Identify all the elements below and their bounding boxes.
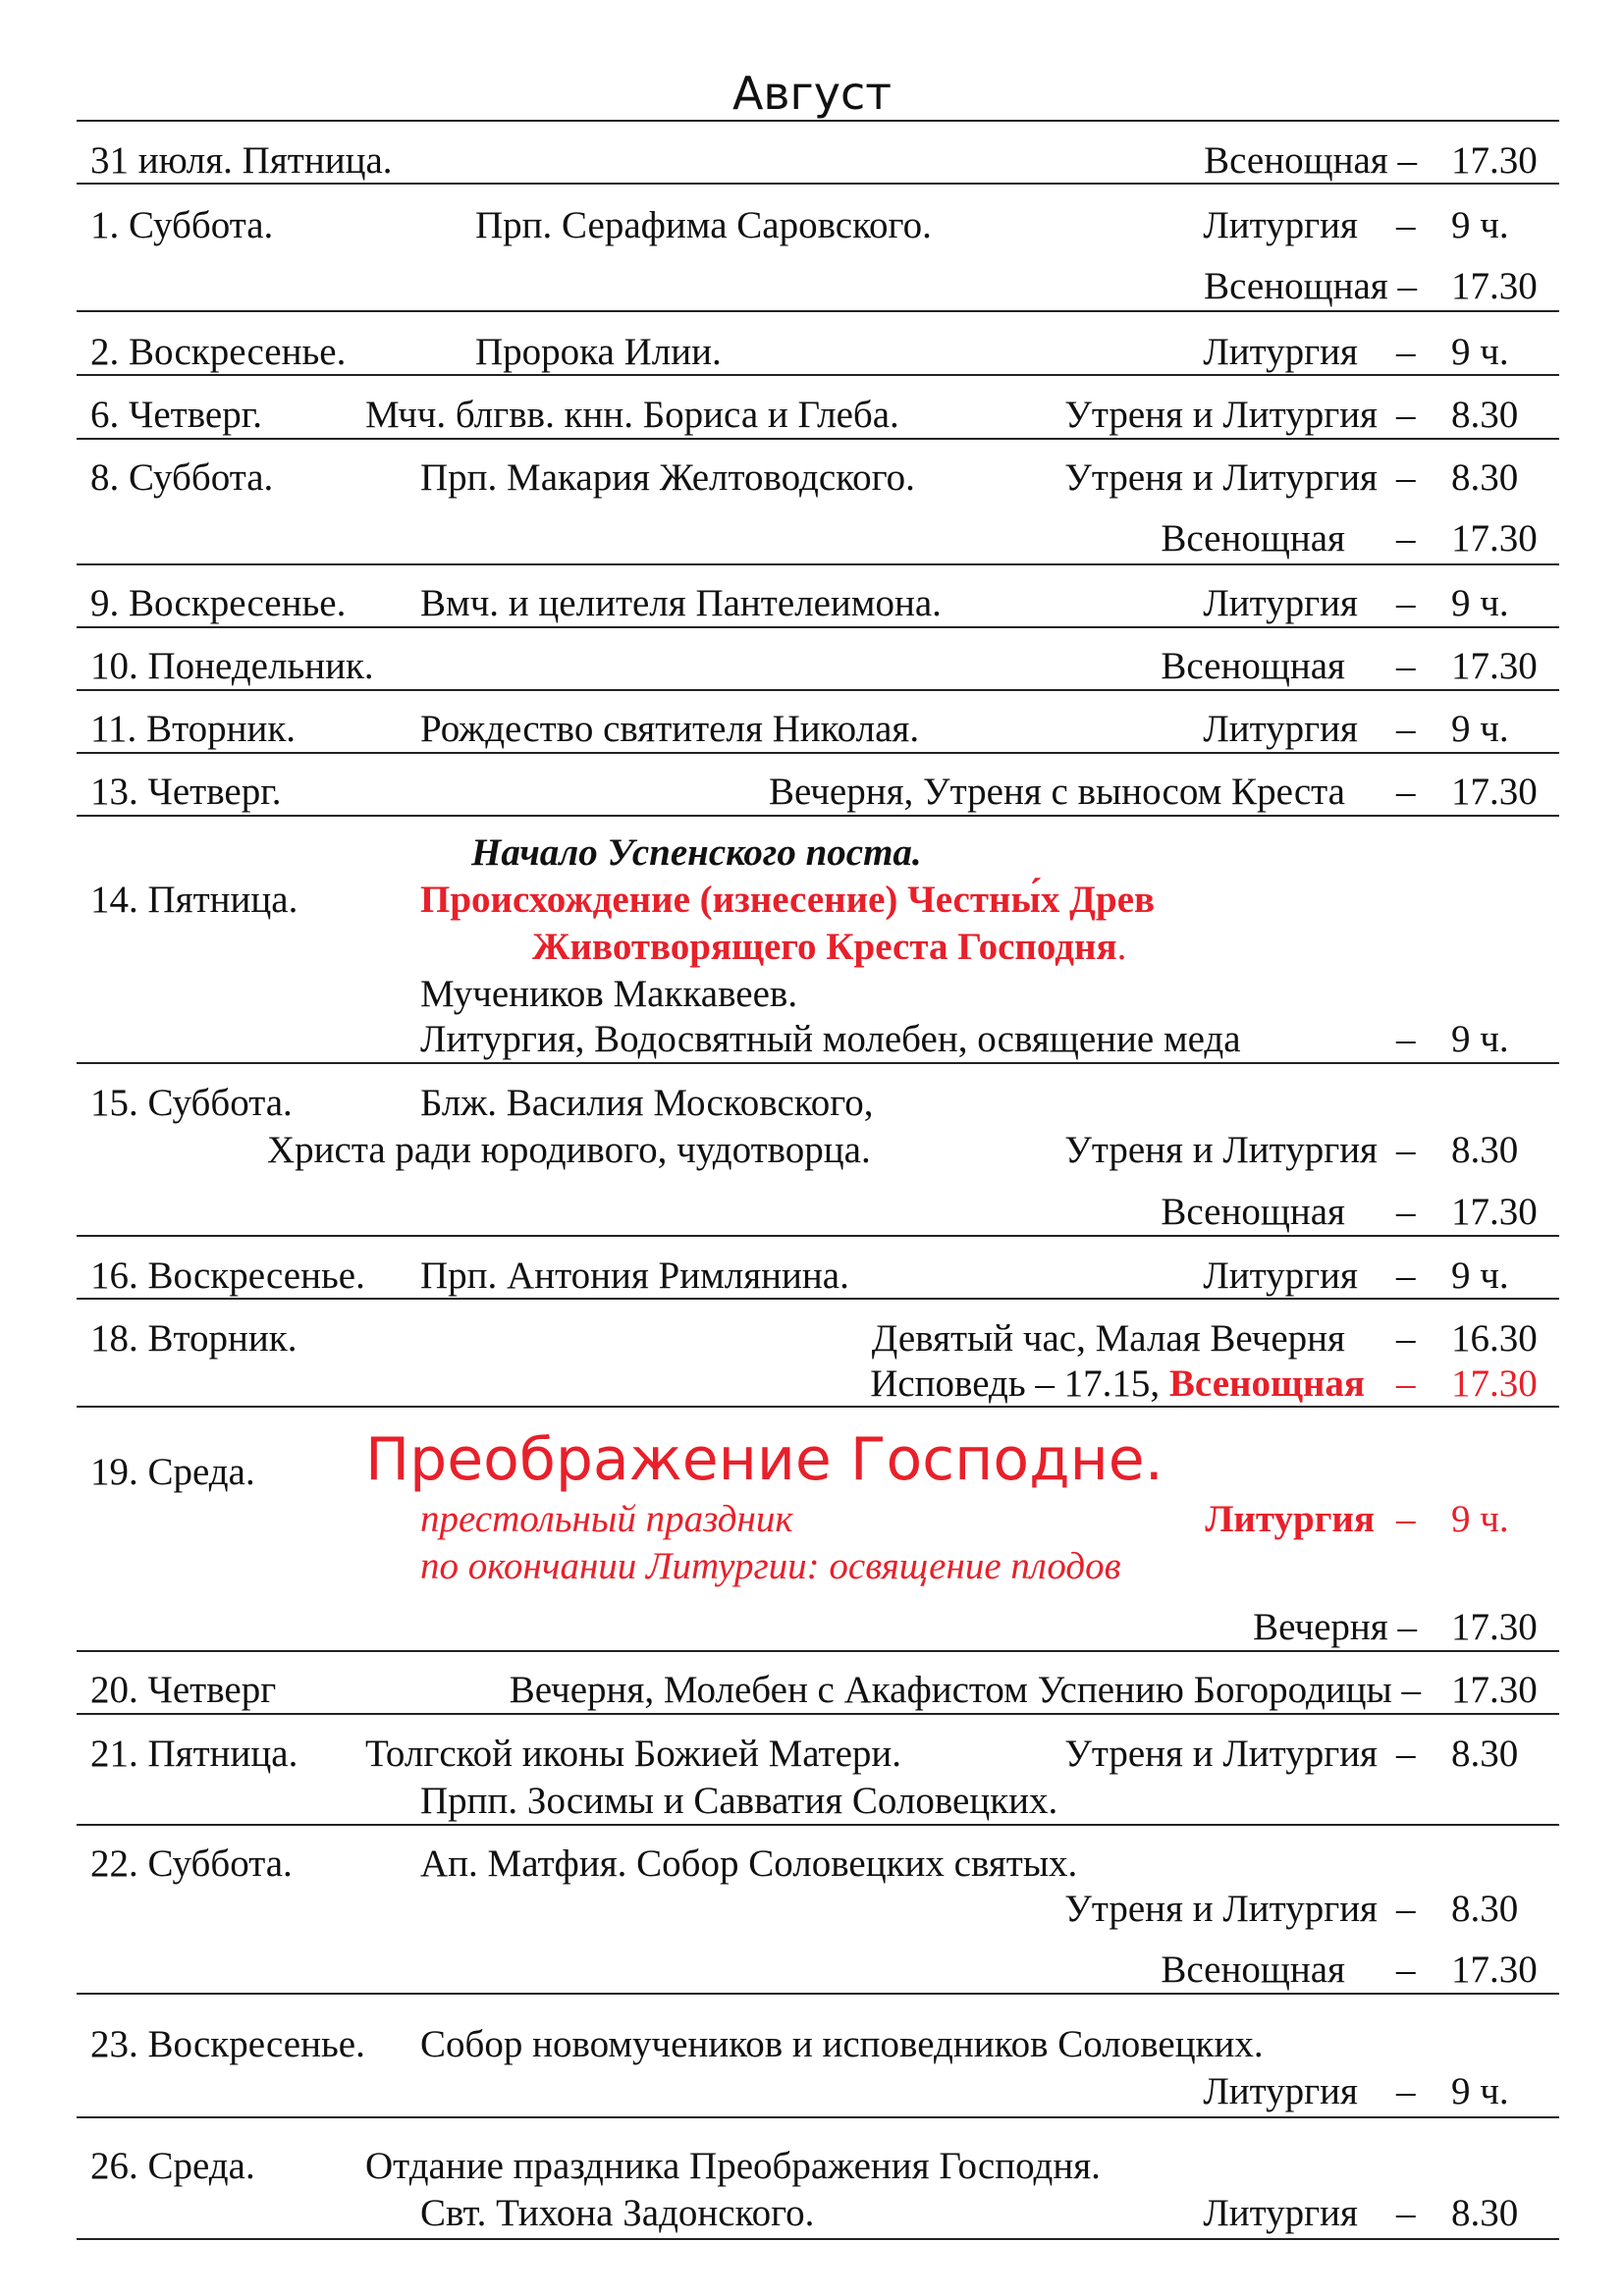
service-time: 9 ч. [1451, 582, 1509, 624]
feast-title-text: Животворящего Креста Господня [532, 926, 1117, 968]
feast-title: Преображение Господне. [365, 1425, 1164, 1494]
entry-date: 20. Четверг [90, 1669, 277, 1711]
rule [77, 1713, 1559, 1715]
service-time: 8.30 [1451, 1888, 1519, 1930]
service-dash: – [1396, 394, 1416, 436]
service-dash: – [1396, 517, 1416, 560]
service-time: 9 ч. [1451, 2070, 1509, 2112]
entry-date: 23. Воскресенье. [90, 2023, 365, 2065]
confession-time: Исповедь – 17.15, [870, 1362, 1161, 1405]
service-name: Литургия [1203, 2070, 1358, 2112]
service-time: 17.30 [1451, 771, 1538, 813]
service-time: 17.30 [1451, 265, 1538, 307]
service-name: Литургия [1203, 582, 1358, 624]
feast-title-line1: Происхождение (изнесение) Честны́х Древ [420, 879, 1156, 921]
service-time: 9 ч. [1451, 204, 1509, 246]
service-name: Вечерня, Молебен с Акафистом Успению Богородицы – [509, 1669, 1421, 1711]
saint-commemoration: Свт. Тихона Задонского. [420, 2192, 815, 2234]
service-dash: – [1396, 331, 1416, 373]
saint-commemoration: Толгской иконы Божией Матери. [365, 1733, 902, 1775]
service-time: 9 ч. [1451, 1018, 1509, 1060]
saint-commemoration: Рождество святителя Николая. [420, 708, 920, 750]
service-dash: – [1396, 582, 1416, 624]
entry-date: 21. Пятница. [90, 1733, 298, 1775]
entry-date: 26. Среда. [90, 2145, 255, 2187]
service-dash: – [1396, 771, 1416, 813]
service-dash: – [1396, 1317, 1416, 1360]
service-name: Вечерня – [1253, 1606, 1417, 1648]
service-time: 17.30 [1451, 1362, 1538, 1405]
rule [77, 2116, 1559, 2118]
saint-commemoration: Вмч. и целителя Пантелеимона. [420, 582, 942, 624]
service-name: Всенощная [1161, 645, 1345, 687]
service-time: 9 ч. [1451, 331, 1509, 373]
service-dash: – [1396, 1191, 1416, 1233]
service-name: Литургия [1203, 2192, 1358, 2234]
service-name: Утреня и Литургия [1064, 456, 1378, 499]
service-line [870, 1362, 1365, 1407]
service-name: Утреня и Литургия [1064, 1129, 1378, 1171]
service-name: Всенощная – [1204, 139, 1417, 182]
entry-date: 14. Пятница. [90, 879, 298, 921]
entry-date: 15. Суббота. [90, 1082, 293, 1124]
service-dash: – [1396, 456, 1416, 499]
saint-commemoration: Прп. Макария Желтоводского. [420, 456, 915, 499]
service-time: 8.30 [1451, 394, 1519, 436]
service-time: 8.30 [1451, 2192, 1519, 2234]
service-time: 9 ч. [1451, 708, 1509, 750]
service-time: 17.30 [1451, 139, 1538, 182]
saint-commemoration: Мучеников Маккавеев. [420, 973, 798, 1015]
service-name: Всенощная [1161, 1191, 1345, 1233]
rule [77, 1062, 1559, 1064]
feast-note: по окончании Литургии: освящение плодов [420, 1545, 1121, 1587]
saint-commemoration: Собор новомучеников и исповедников Соловецких. [420, 2023, 1264, 2065]
saint-commemoration: Христа ради юродивого, чудотворца. [267, 1129, 871, 1171]
rule [77, 563, 1559, 565]
rule [77, 1824, 1559, 1826]
saint-commemoration: Прп. Серафима Саровского. [475, 204, 932, 246]
service-time: 17.30 [1451, 1606, 1538, 1648]
service-name: Вечерня, Утреня с выносом Креста [768, 771, 1345, 813]
rule [77, 1993, 1559, 1995]
service-time: 17.30 [1451, 1191, 1538, 1233]
service-time: 9 ч. [1451, 1255, 1509, 1297]
service-dash: – [1396, 708, 1416, 750]
service-dash: – [1396, 2192, 1416, 2234]
service-time: 8.30 [1451, 456, 1519, 499]
service-name: Утреня и Литургия [1064, 1888, 1378, 1930]
entry-date: 22. Суббота. [90, 1842, 293, 1885]
service-dash: – [1396, 2070, 1416, 2112]
rule [77, 374, 1559, 376]
service-time: 17.30 [1451, 645, 1538, 687]
service-time: 17.30 [1451, 517, 1538, 560]
service-name: Утреня и Литургия [1064, 394, 1378, 436]
feast-title-period: . [1116, 926, 1127, 968]
entry-date: 2. Воскресенье. [90, 331, 347, 373]
service-name: Всенощная [1168, 1362, 1365, 1405]
saint-commemoration: Прпп. Зосимы и Савватия Соловецких. [420, 1780, 1058, 1822]
rule [77, 689, 1559, 691]
service-dash: – [1396, 204, 1416, 246]
rule [77, 752, 1559, 754]
service-name: Литургия, Водосвятный молебен, освящение меда [420, 1018, 1241, 1060]
rule [77, 626, 1559, 628]
month-title: Август [731, 67, 893, 120]
saint-commemoration: Пророка Илии. [475, 331, 722, 373]
service-name: Литургия [1203, 1255, 1358, 1297]
service-name: Утреня и Литургия [1064, 1733, 1378, 1775]
rule [77, 1235, 1559, 1237]
entry-date: 1. Суббота. [90, 204, 274, 246]
rule [77, 1298, 1559, 1300]
entry-date: 19. Среда. [90, 1451, 255, 1493]
service-time: 17.30 [1451, 1949, 1538, 1991]
entry-date: 18. Вторник. [90, 1317, 298, 1360]
service-dash: – [1396, 1888, 1416, 1930]
saint-commemoration: Отдание праздника Преображения Господня. [365, 2145, 1101, 2187]
service-dash: – [1396, 1362, 1416, 1405]
service-name: Девятый час, Малая Вечерня [871, 1317, 1345, 1360]
saint-commemoration: Мчч. блгвв. кнн. Бориса и Глеба. [365, 394, 899, 436]
entry-date: 16. Воскресенье. [90, 1255, 365, 1297]
saint-commemoration: Прп. Антония Римлянина. [420, 1255, 849, 1297]
feast-note: престольный праздник [420, 1498, 793, 1540]
entry-date: 31 июля. Пятница. [90, 139, 393, 182]
service-name: Литургия [1203, 204, 1358, 246]
service-name: Литургия [1205, 1498, 1375, 1540]
entry-date: 6. Четверг. [90, 394, 263, 436]
fast-note: Начало Успенского поста. [471, 831, 922, 874]
service-time: 9 ч. [1451, 1498, 1509, 1540]
service-dash: – [1396, 1129, 1416, 1171]
rule [77, 310, 1559, 312]
rule [77, 815, 1559, 817]
service-name: Литургия [1203, 331, 1358, 373]
service-name: Всенощная – [1204, 265, 1417, 307]
service-name: Всенощная [1161, 1949, 1345, 1991]
feast-title-line2 [532, 925, 1126, 970]
service-dash: – [1396, 1733, 1416, 1775]
rule [77, 438, 1559, 440]
service-dash: – [1396, 1949, 1416, 1991]
service-time: 16.30 [1451, 1317, 1538, 1360]
entry-date: 13. Четверг. [90, 771, 282, 813]
entry-date: 11. Вторник. [90, 708, 297, 750]
service-time: 8.30 [1451, 1733, 1519, 1775]
saint-commemoration: Ап. Матфия. Собор Соловецких святых. [420, 1842, 1078, 1885]
service-name: Всенощная [1161, 517, 1345, 560]
entry-date: 9. Воскресенье. [90, 582, 347, 624]
rule [77, 1406, 1559, 1408]
entry-date: 8. Суббота. [90, 456, 274, 499]
service-dash: – [1396, 1255, 1416, 1297]
service-time: 17.30 [1451, 1669, 1538, 1711]
rule [77, 120, 1559, 122]
service-dash: – [1396, 1018, 1416, 1060]
service-dash: – [1396, 645, 1416, 687]
saint-commemoration: Блж. Василия Московского, [420, 1082, 874, 1124]
entry-date: 10. Понедельник. [90, 645, 374, 687]
service-time: 8.30 [1451, 1129, 1519, 1171]
service-name: Литургия [1203, 708, 1358, 750]
rule [77, 2238, 1559, 2240]
service-dash: – [1396, 1498, 1416, 1540]
rule [77, 183, 1559, 185]
rule [77, 1650, 1559, 1652]
